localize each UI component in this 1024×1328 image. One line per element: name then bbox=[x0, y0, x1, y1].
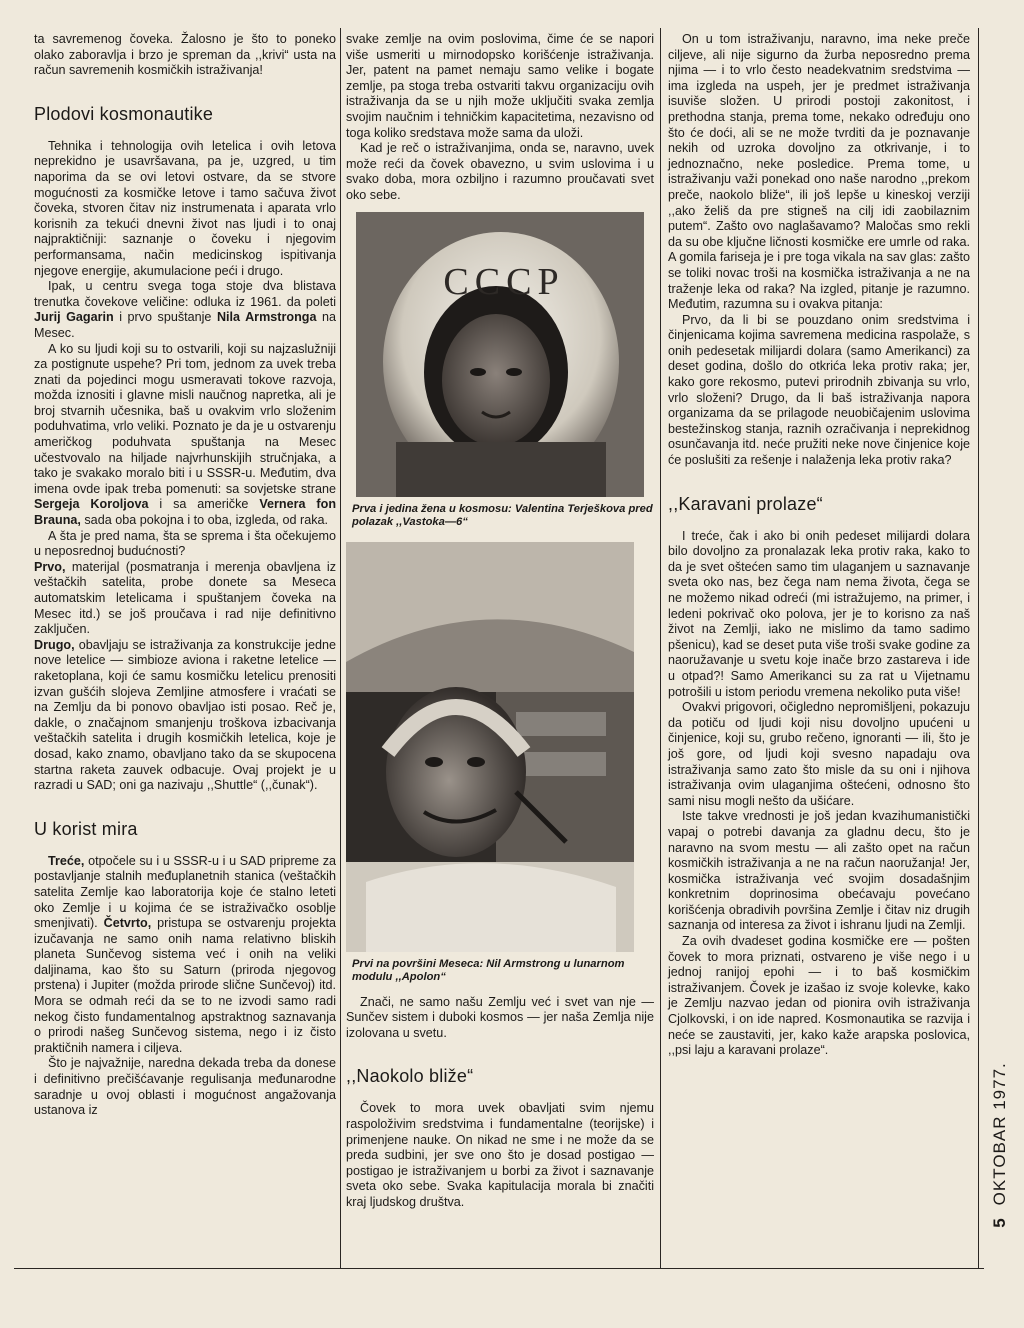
paragraph: A ko su ljudi koji su to ostvarili, koji su najzaslužniji za postignute uspehe? Pri tom, jednom za uvek treba znati da pojedinci mogu usmeravati tokove razvoja, možda iznositi i glavne misli naučnog napretka, ali je broj stvarnih učesnika, baš u ovakvim vrlo složenim poduhvatima, vrlo veliki. Poznato je da je u ostvarenju američkog poduhvata spuštanja na Mesec učestvovalo na hiljade najvrhunskijih stručnjaka, a tako je svakako moralo biti i u SSSR-u. Međutim, dva imena ovde ipak treba pomenuti: sa sovjetske strane Sergeja Koroljova i sa američke Vernera fon Brauna, sada oba pokojna i to oba, izgleda, od raka. bbox=[34, 341, 337, 528]
column-3 bbox=[668, 32, 970, 1059]
bold-name: Vernera fon Brauna, bbox=[34, 497, 337, 528]
column-1 bbox=[34, 32, 336, 1119]
paragraph: On u tom istraživanju, naravno, ima neke preče ciljeve, ali nije sigurno da žurba neposredno prema njima — i to vrlo često neadekvatnim sredstvima — ima izgleda na uspeh, jer je predmet istraživanja isuviše složen. U prirodi postoji zakonitost, i prethodna stanja, prema tome, nekako određuju ono što će doći, ali se ne može tvrditi da je poznavanje nekih od uzroka dovoljno za otkrivanje, i to jednoznačno, neke posledice. Prema tome, u istraživanju važi ponekad ono naše narodno ,,prekom preče, naokolo bliže“, ili još lepše u kineskoj verziji ,,ako želiš da pre stigneš na cilj idi zaobilaznim putem“. Zašto ovo naglašavamo? Maločas smo rekli da su obe ključne ličnosti kosmičke ere umrle od raka. A gomila fariseja je i pre toga vikala na sav glas: zašto se toliki novac troši na kosmička istraživanja a ne na traženje leka od raka? Na izgled, pitanje je razumno. Međutim, razumna su i ovakva pitanja: bbox=[668, 32, 970, 312]
column-2 bbox=[346, 32, 654, 1210]
section-heading: U korist mira bbox=[34, 818, 138, 839]
section-heading: Plodovi kosmonautike bbox=[34, 103, 214, 124]
page-number: 5 bbox=[990, 1217, 1009, 1228]
photo-caption: Prvi na površini Meseca: Nil Armstrong u lunarnom modulu ,,Apolon“ bbox=[352, 957, 625, 984]
paragraph: Ovakvi prigovori, očigledno nepromišljeni, pokazuju da potiču od ljudi koji nisu dovoljno upućeni u činjenice, koji su, grubo rečeno, ignoranti — ili, što je još gore, od ljudi koji svesno napadaju ova istraživanja samo zato što misle da su oni i njihova istraživanja ovim ulaganjima oštećeni, odnosno što sami nisu mogli nešto da ušićare. bbox=[668, 700, 970, 808]
issue-date: OKTOBAR 1977. bbox=[990, 1062, 1009, 1206]
folio bbox=[986, 1010, 1014, 1280]
paragraph: ta savremenog čoveka. Žalosno je što to poneko olako zaboravlja i brzo je spreman da ,,krivi“ usta na račun savremenih kosmičkih istraživanja! bbox=[34, 32, 336, 78]
paragraph: Za ovih dvadeset godina kosmičke ere — pošten čovek to mora priznati, ostvareno je više nego i u jednoj ranijoj epohi — i to baš kosmičkim istraživanjem. Čovek je izašao iz svoje kolevke, kako je Zemlju nazvao jedan od pionira ovih istraživanja Cjolkovski, i on ide napred. Kosmonautika se razvija i neće se zaustaviti, jer, kako kaže arapska poslovica, ,,psi laju a karavani prolaze“. bbox=[668, 934, 970, 1058]
paragraph: Prvo, materijal (posmatranja i merenja obavljena iz veštačkih satelita, probe donete sa Meseca automatskim letelicama i spuštanjem čoveka na Mesec itd.) se još proučava i rad nije definitivno zaključen. bbox=[34, 559, 336, 637]
column-divider bbox=[340, 28, 341, 1268]
section-heading: ,,Karavani prolaze“ bbox=[668, 493, 823, 514]
photo-tereshkova bbox=[356, 212, 644, 497]
paragraph: Tehnika i tehnologija ovih letelica i ovih letova neprekidno je usavršavana, pa je, uzgred, u tim naporima da se ovi letovi ostvare, da se stvore mogućnosti za kosmičke letove i tamo sačuva život čoveka, stvoren čitav niz instrumenata i aparata vrlo korisnih za tekući dnevni život nas ljudi i to onaj najpraktičniji: saznanje o čoveku i njegovim performansama, način medicinskog ispitivanja njegove energije, akumulacione peći i drugo. bbox=[34, 138, 336, 278]
photo-armstrong bbox=[346, 542, 634, 952]
cosmonaut-helmet-image bbox=[356, 212, 644, 497]
bold-name: Sergeja Koroljova bbox=[34, 497, 149, 512]
paragraph: Iste takve vrednosti je još jedan kvazihumanistički vapaj o potrebi davanja za gladnu decu, što je naravno na svom mestu — ali zašto opet na račun kosmičkih istraživanja a ne na račun naoružanja! Jer, kosmička istraživanja već svojim dosadašnjim konkretnim doprinosima obećavaju povećano korišćenja obradivih površina Zemlje i čitav niz drugih saznanja od interesa za život i ishranu ljudi na Zemlji. bbox=[668, 809, 970, 933]
paragraph: A šta je pred nama, šta se sprema i šta očekujemo u neposrednoj budućnosti? bbox=[34, 528, 336, 559]
photo-caption: Prva i jedina žena u kosmosu: Valentina Terješkova pred polazak ,,Vastoka—6“ bbox=[352, 502, 653, 529]
helmet-lettering: СССР bbox=[443, 260, 565, 303]
paragraph: Znači, ne samo našu Zemlju već i svet van nje — Sunčev sistem i duboki kosmos — jer naša Zemlja nije izolovana u svetu. bbox=[346, 994, 654, 1040]
bottom-rule bbox=[14, 1268, 984, 1269]
paragraph: Kad je reč o istraživanjima, onda se, naravno, uvek može reći da čovek obavezno, u svim uslovima i u svako doba, mora ozbiljno i razumno proučavati svet oko sebe. bbox=[346, 141, 654, 202]
paragraph: svake zemlje na ovim poslovima, čime će se napori više usmeriti u mirnodopsko korišćenje istraživanja. Jer, patent na pamet nemaju samo velike i bogate zemlje, pa stoga treba ostvariti takvu organizaciju ovih istraživanja da se u njih može uključiti svaka zemlja svojim naučnim i tehničkim kapacitetima, nezavisno od toga koliko sredstava može sama da uloži. bbox=[346, 32, 654, 140]
bold-name: Nila Armstronga bbox=[216, 310, 317, 325]
section-heading: ,,Naokolo bliže“ bbox=[346, 1066, 474, 1087]
paragraph: I treće, čak i ako bi onih pedeset milijardi dolara bilo dovoljno za pronalazak leka protiv raka, kako to da je svet oštećen samo tim ulaganjem u saznavanje sveta oko nas, bez čega nam nema života, čega se ne možemo nikad odreći (mi istražujemo, na primer, i ledeni pokrivač oko polova, jer je to korisno za naš život na Zemlji, iako ne mislimo da tamo sadimo pšenicu), kad se deset puta više troši svake godine za naoružavanje u svetu koje inače brzo zastareva i ide u otpad?! Samo Amerikanci su za rat u Vijetnamu potrošili u istom periodu vremena nekoliko puta više! bbox=[668, 528, 970, 699]
paragraph: Drugo, obavljaju se istraživanja za konstrukcije jedne nove letelice — simbioze aviona i raketne letelice — raketoplana, koji će samu kosmičku letelicu prenositi izvan gušćih slojeva Zemljine atmosfere i vraćati se na Zemlju da bi ponovo obavljao isti posao. Reč je, dakle, o značajnom smanjenju troškova izbacivanja veštačkih satelita i drugih kosmičkih letelica, koje je dosad, kako znamo, obavljano tako da se skupocena startna raketa zauvek odbacuje. Ovaj projekt je u razradi u SAD; oni ga nazivaju ,,Shuttle“ (,,čunak“). bbox=[34, 637, 336, 793]
page-edge-rule bbox=[978, 28, 979, 1268]
paragraph: Ipak, u centru svega toga stoje dva blistava trenutka čovekove veličine: odluka iz 1961. da poleti Jurij Gagarin i prvo spuštanje Nila Armstronga na Mesec. bbox=[34, 279, 336, 340]
paragraph: Prvo, da li bi se pouzdano onim sredstvima i činjenicama kojima savremena medicina raspolaže, s onih pedesetak milijardi dolara (samo Amerikanci) za deset godina, došlo do otkrića leka protiv raka; jer, kako gore rekosmo, putevi prirodnih zbivanja su vrlo, vrlo složeni? Drugo, da li baš istraživanja napora organizama da se prilagode neuobičajenim uslovima bestežinskog stanja, raznih ozračivanja i neprekidnog osunčavanja itd. neće pružiti neke nove činjenice koje će poslušiti za rešenje i nalaženja leka protiv raka? bbox=[668, 312, 970, 468]
bold-name: Jurij Gagarin bbox=[34, 310, 114, 325]
paragraph: Treće, otpočele su i u SSSR-u i u SAD pripreme za postavljanje stalnih međuplanetnih stanica (veštačkih satelita Zemlje kao laboratorija koje će stalno leteti oko Zemlje i u kojima će se istraživačko osoblje smenjivati). Četvrto, pristupa se ostvarenju projekta izučavanja ne samo onih nama relativno bliskih planeta Sunčevog sistema već i onih na veliki daljinama, kao što su Saturn (priroda njegovog prstena) i Jupiter (možda prirode slične Sunčevoj) itd. Mora se odmah reći da se to ne izvodi samo radi nekog čisto fundamentalnog apstraktnog saznavanja o prirodi našeg Sunčevog sistema, nego i iz čisto praktičnih namera i ciljeva. bbox=[34, 853, 336, 1055]
paragraph: Što je najvažnije, naredna dekada treba da donese i definitivno prečišćavanje regulisanja međunarodne saradnje u ovoj oblasti i mogućnost angažovanja ustanova iz bbox=[34, 1056, 336, 1118]
column-divider bbox=[660, 28, 661, 1268]
paragraph: Čovek to mora uvek obavljati svim njemu raspoloživim sredstvima i fundamentalne (teorijske) i primenjene nauke. On nikad ne sme i ne može da se preda sudbini, jer sve ono što je dosad postigao — postigao je istraživanjem u borbi za život i saznavanje sveta oko sebe. Svaka kapitulacija morala bi značiti kraj ljudskog društva. bbox=[346, 1101, 654, 1209]
astronaut-lunar-module-image bbox=[346, 542, 634, 952]
